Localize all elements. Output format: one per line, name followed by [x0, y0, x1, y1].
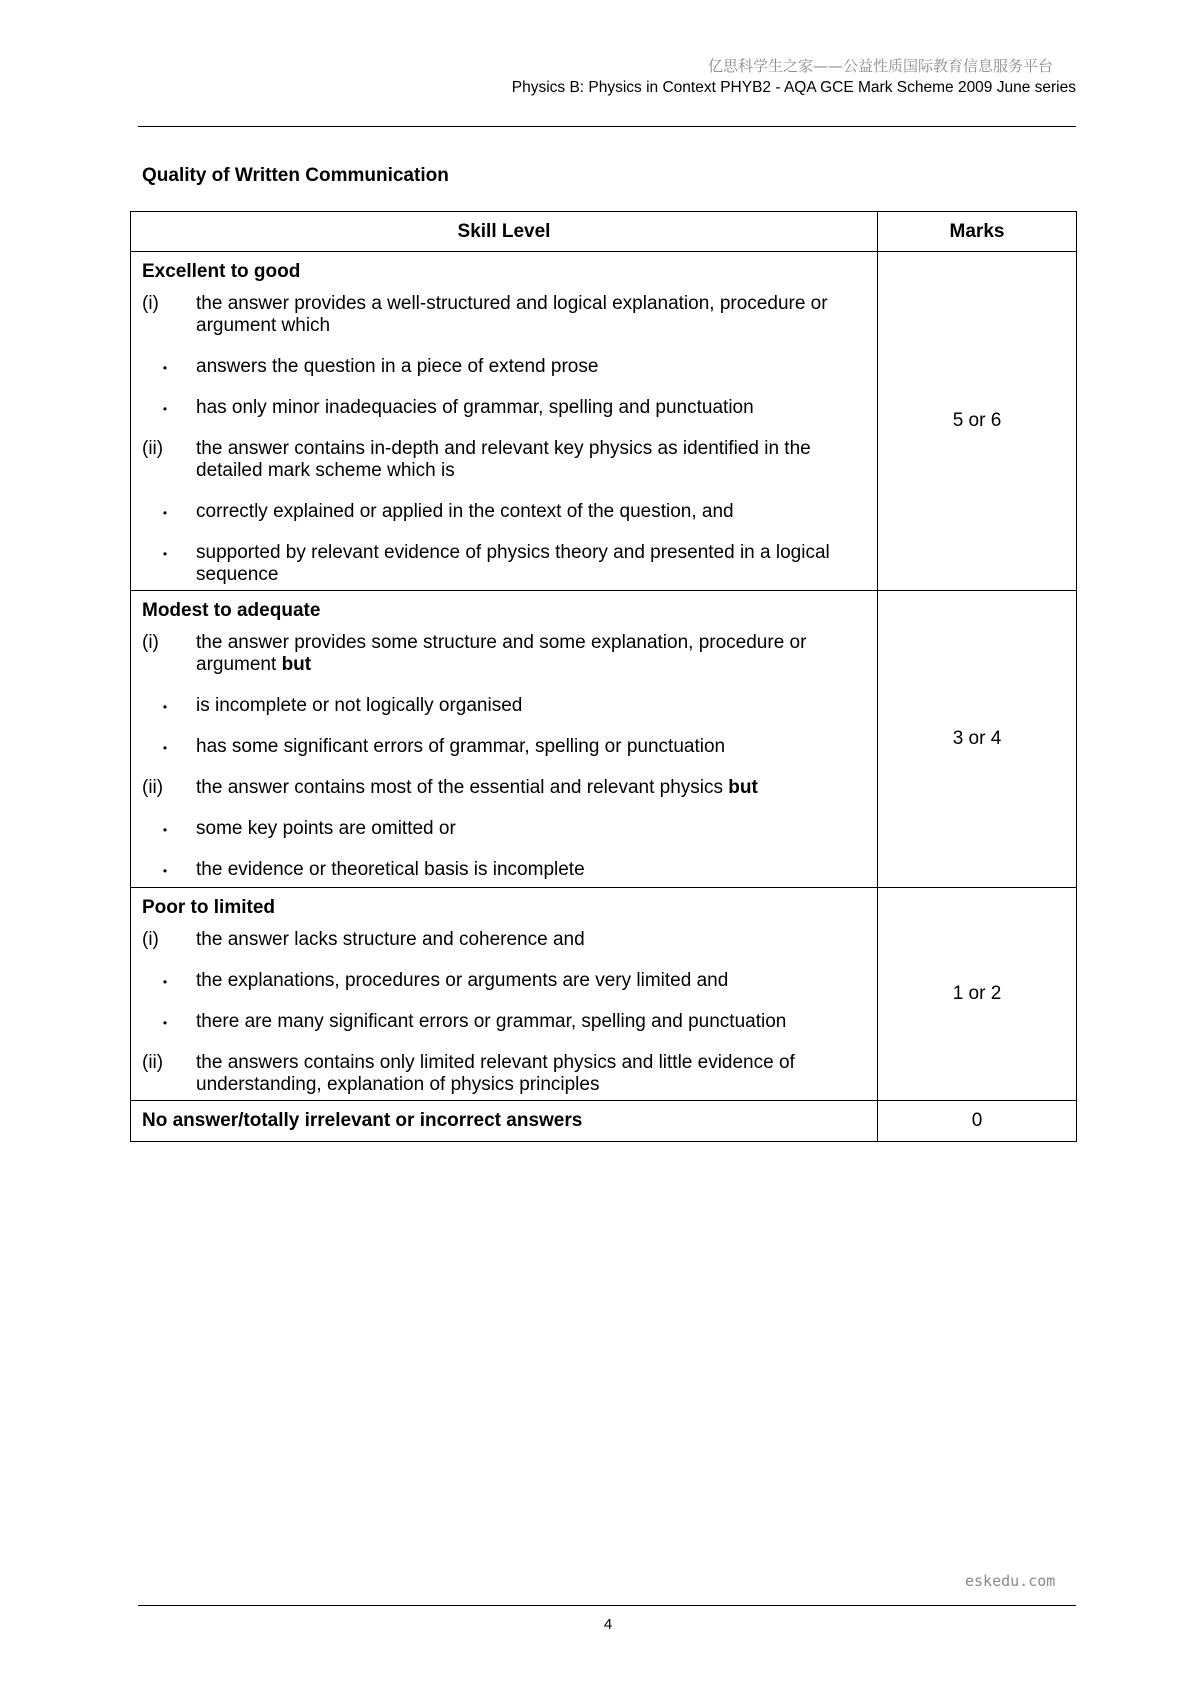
band-description	[131, 591, 878, 888]
criterion-line	[142, 293, 867, 356]
no-answer-description: No answer/totally irrelevant or incorrect answers	[131, 1101, 878, 1142]
no-answer-marks: 0	[878, 1101, 1077, 1142]
criterion-label: (i)	[142, 632, 159, 653]
criterion-label: (i)	[142, 293, 159, 314]
criterion-line	[142, 818, 867, 859]
criterion-text: supported by relevant evidence of physics theory and presented in a logical sequence	[196, 542, 830, 585]
marks-header: Marks	[878, 212, 1077, 252]
criterion-line	[142, 397, 867, 438]
qwc-table	[130, 211, 1077, 1142]
criterion-line	[142, 542, 867, 586]
criterion-line	[142, 438, 867, 501]
criterion-text: there are many significant errors or grammar, spelling and punctuation	[196, 1011, 787, 1032]
criterion-text	[196, 632, 867, 676]
page-number: 4	[603, 1616, 613, 1633]
criterion-text: the answers contains only limited relevant physics and little evidence of understanding, explanation of physics principles	[196, 1052, 795, 1095]
band-description	[131, 252, 878, 591]
footer-rule	[138, 1605, 1076, 1606]
header-watermark: 亿思科学生之家——公益性质国际教育信息服务平台	[707, 57, 1053, 75]
criterion-line	[142, 695, 867, 736]
criterion-emphasis: but	[728, 777, 758, 798]
criterion-line	[142, 736, 867, 777]
criterion-line	[142, 859, 867, 883]
criterion-emphasis: but	[281, 654, 312, 675]
band-row-modest	[131, 591, 1077, 888]
criterion-text-main: the answer provides some structure and some explanation, procedure or argument	[196, 632, 807, 675]
band-marks: 1 or 2	[878, 888, 1077, 1101]
criterion-line	[142, 1011, 867, 1052]
bullet-icon: •	[162, 741, 168, 755]
criterion-text: the evidence or theoretical basis is incomplete	[196, 859, 585, 880]
band-heading: Modest to adequate	[142, 600, 321, 621]
criterion-text: correctly explained or applied in the context of the question, and	[196, 501, 734, 522]
criterion-text: answers the question in a piece of extend prose	[196, 356, 599, 377]
criterion-line	[142, 777, 867, 818]
band-marks: 5 or 6	[878, 252, 1077, 591]
band-marks: 3 or 4	[878, 591, 1077, 888]
header-rule	[138, 126, 1076, 127]
criterion-text: the answer lacks structure and coherence and	[196, 929, 585, 950]
criterion-text-main: the answer contains most of the essential and relevant physics	[196, 777, 724, 798]
criterion-label: (ii)	[142, 1052, 164, 1073]
bullet-icon: •	[162, 361, 168, 375]
criterion-label: (ii)	[142, 777, 164, 798]
band-row-poor	[131, 888, 1077, 1101]
criterion-text: the answer contains in-depth and relevant key physics as identified in the detailed mark scheme which is	[196, 438, 811, 481]
criterion-text: the explanations, procedures or arguments are very limited and	[196, 970, 729, 991]
document-title: Physics B: Physics in Context PHYB2 - AQA GCE Mark Scheme 2009 June series	[511, 79, 1076, 96]
criterion-text: the answer provides a well-structured and logical explanation, procedure or argument which	[196, 293, 828, 336]
criterion-line	[142, 929, 867, 970]
criterion-line	[142, 970, 867, 1011]
criterion-text: is incomplete or not logically organised	[196, 695, 523, 716]
bullet-icon: •	[162, 402, 168, 416]
band-heading: Poor to limited	[142, 897, 275, 918]
band-heading: Excellent to good	[142, 261, 301, 282]
table-header-row	[131, 212, 1077, 252]
band-row-excellent	[131, 252, 1077, 591]
bullet-icon: •	[162, 547, 168, 561]
bullet-icon: •	[162, 700, 168, 714]
criterion-label: (i)	[142, 929, 159, 950]
criterion-text: some key points are omitted or	[196, 818, 456, 839]
bullet-icon: •	[162, 506, 168, 520]
section-title: Quality of Written Communication	[142, 165, 449, 186]
criterion-line	[142, 356, 867, 397]
skill-level-header: Skill Level	[131, 212, 878, 252]
criterion-text: has some significant errors of grammar, spelling or punctuation	[196, 736, 726, 757]
criterion-line	[142, 1052, 867, 1096]
criterion-text	[196, 777, 867, 799]
no-answer-row	[131, 1101, 1077, 1142]
bullet-icon: •	[162, 823, 168, 837]
footer-watermark: eskedu.com	[965, 1572, 1056, 1590]
criterion-text: has only minor inadequacies of grammar, spelling and punctuation	[196, 397, 754, 418]
bullet-icon: •	[162, 864, 168, 878]
criterion-line	[142, 501, 867, 542]
criterion-line	[142, 632, 867, 695]
band-description	[131, 888, 878, 1101]
criterion-label: (ii)	[142, 438, 164, 459]
bullet-icon: •	[162, 975, 168, 989]
bullet-icon: •	[162, 1016, 168, 1030]
